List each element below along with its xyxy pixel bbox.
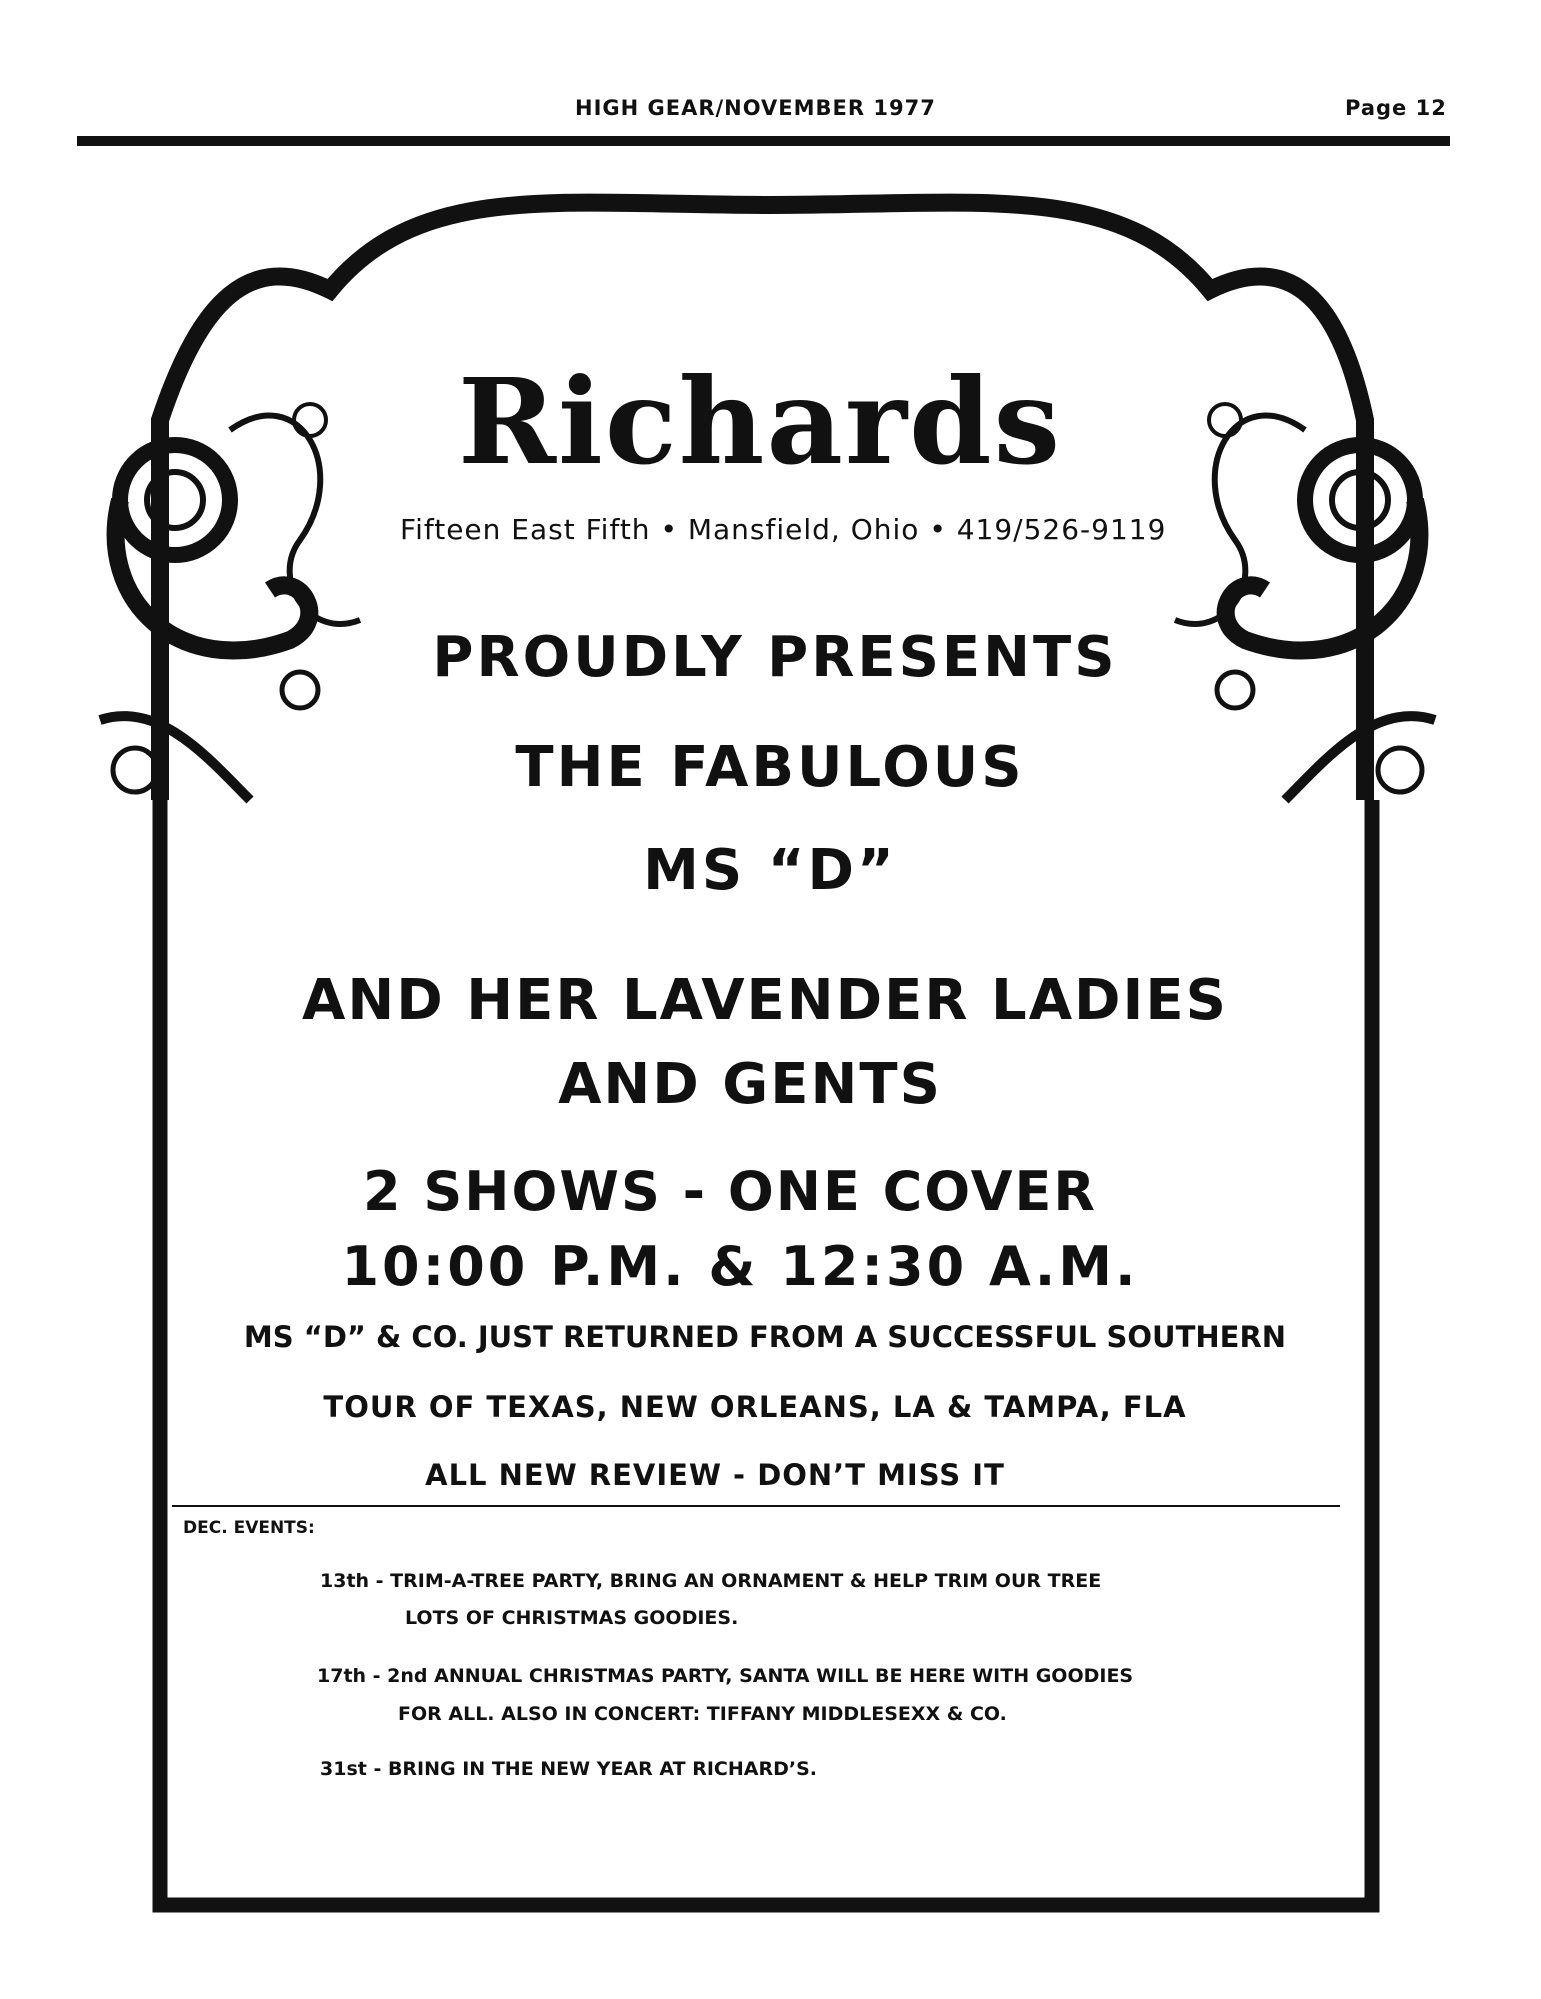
publication-title: HIGH GEAR/NOVEMBER 1977 (575, 96, 936, 120)
tour-note: TOUR OF TEXAS, NEW ORLEANS, LA & TAMPA, FLA (323, 1390, 1187, 1424)
events-title: DEC. EVENTS: (183, 1518, 315, 1538)
act-line: AND HER LAVENDER LADIES (302, 968, 1228, 1033)
brand-logo: Richards (457, 352, 1063, 491)
right-scroll-ornament (1175, 404, 1435, 800)
event-line: 13th - TRIM-A-TREE PARTY, BRING AN ORNAMENT & HELP TRIM OUR TREE (320, 1570, 1102, 1592)
act-line: AND GENTS (558, 1052, 942, 1117)
shows-line: 2 SHOWS - ONE COVER (363, 1160, 1097, 1223)
headline-line: THE FABULOUS (515, 735, 1025, 800)
page-number: Page 12 (1345, 96, 1447, 120)
tour-note: ALL NEW REVIEW - DON’T MISS IT (425, 1458, 1005, 1492)
venue-address: Fifteen East Fifth • Mansfield, Ohio • 419/526-9119 (400, 513, 1167, 546)
events-divider (172, 1505, 1340, 1507)
event-line: 17th - 2nd ANNUAL CHRISTMAS PARTY, SANTA WILL BE HERE WITH GOODIES (317, 1665, 1134, 1687)
left-scroll-ornament (100, 404, 360, 800)
headline-line: PROUDLY PRESENTS (432, 625, 1118, 690)
tour-note: MS “D” & CO. JUST RETURNED FROM A SUCCESSFUL SOUTHERN (243, 1320, 1287, 1354)
headline-line: MS “D” (643, 838, 897, 903)
event-line: 31st - BRING IN THE NEW YEAR AT RICHARD’S. (320, 1758, 817, 1780)
event-line: LOTS OF CHRISTMAS GOODIES. (405, 1607, 739, 1629)
event-line: FOR ALL. ALSO IN CONCERT: TIFFANY MIDDLESEXX & CO. (398, 1703, 1007, 1725)
showtimes-line: 10:00 P.M. & 12:30 A.M. (341, 1235, 1139, 1298)
